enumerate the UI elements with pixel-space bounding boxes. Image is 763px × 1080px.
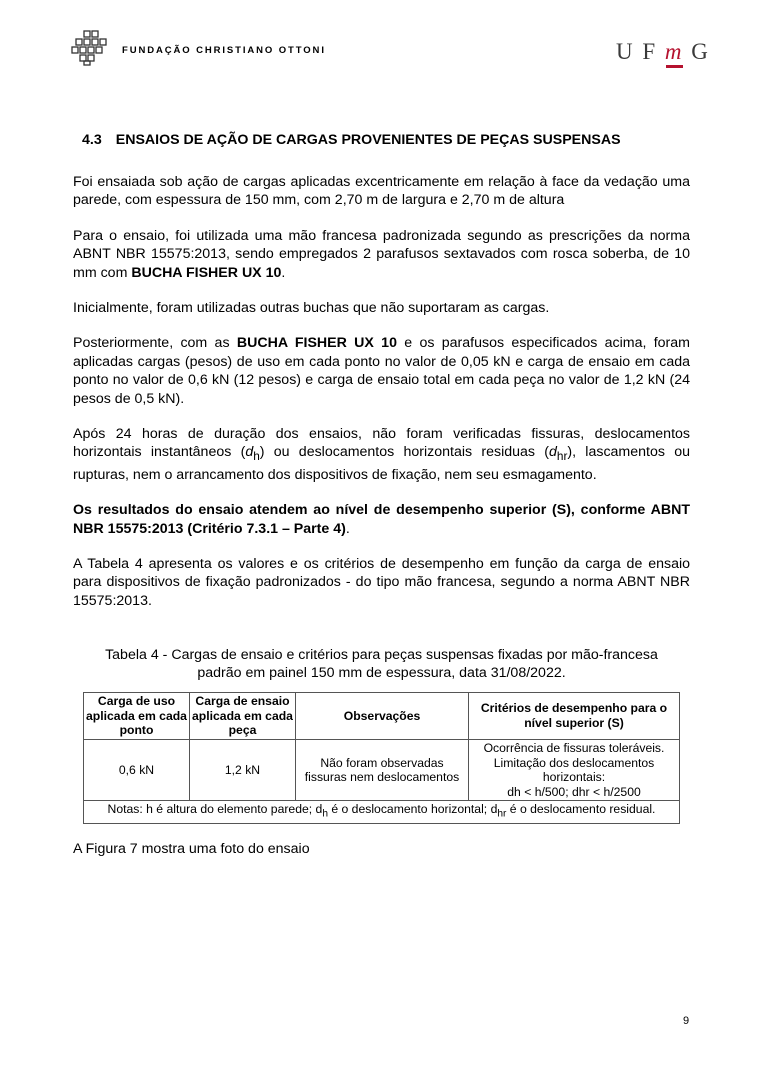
paragraph-5-text-a: Após 24 horas de duração dos ensaios, não foram verificadas fissuras, deslocamentos horizontais instantâneos ( xyxy=(73,426,690,461)
table-header-row xyxy=(84,693,680,740)
page-number: 9 xyxy=(683,1015,690,1027)
cell-observations: Não foram observadas fissuras nem deslocamentos xyxy=(296,739,469,800)
notes-subscript-hr: hr xyxy=(497,808,507,820)
criteria-line-2: Limitação dos deslocamentos horizontais: xyxy=(493,755,655,785)
paragraph-3: Inicialmente, foram utilizadas outras buchas que não suportaram as cargas. xyxy=(73,300,550,317)
cell-test-load: 1,2 kN xyxy=(190,739,296,800)
table-notes xyxy=(84,801,680,824)
notes-text-b: é o deslocamento horizontal; d xyxy=(327,802,498,817)
ufmg-logo-u: U xyxy=(616,39,635,64)
table-caption: Tabela 4 - Cargas de ensaio e critérios para peças suspensas fixadas por mão-francesa padrão em painel 150 mm de espessura, data 31/08/2022. xyxy=(105,647,658,682)
paragraph-4-text: Posteriormente, com as xyxy=(73,335,237,352)
results-table xyxy=(83,692,680,824)
fundacao-christiano-ottoni-logo-icon xyxy=(70,30,110,66)
section-number: 4.3 xyxy=(82,132,102,148)
paragraph-4-end: e os parafusos especificados acima, foram aplicadas cargas (pesos) de uso em cada ponto no valor de 0,05 kN e carga de ensaio em cada ponto no valor de 0,6 kN (12 pesos) e carga de ensaio total em cada peça no valor de 1,2 kN (24 pesos de 0,5 kN). xyxy=(73,335,690,407)
paragraph-2-end: . xyxy=(281,264,286,281)
paragraph-5-text-c: ), lascamentos ou rupturas, nem o arrancamento dos dispositivos de fixação, nem seu esmagamento. xyxy=(73,444,690,483)
ufmg-logo xyxy=(616,39,710,65)
page-content xyxy=(73,127,690,859)
table-row xyxy=(84,739,680,800)
notes-subscript-h: h xyxy=(322,808,328,820)
criteria-line-3: dh < h/500; dhr < h/2500 xyxy=(507,784,641,799)
notes-text-a: Notas: h é altura do elemento parede; d xyxy=(107,802,323,817)
section-heading xyxy=(82,127,690,154)
ufmg-logo-m: m xyxy=(664,39,684,64)
ufmg-logo-g: G xyxy=(691,39,710,64)
header-criteria: Critérios de desempenho para o nível superior (S) xyxy=(469,693,680,740)
paragraph-2-bold: BUCHA FISHER UX 10 xyxy=(131,264,282,281)
conclusion-bold: Os resultados do ensaio atendem ao nível de desempenho superior (S), conforme ABNT NBR 15575:2013 (Critério 7.3.1 – Parte 4) xyxy=(73,502,690,537)
paragraph-8: A Figura 7 mostra uma foto do ensaio xyxy=(73,841,310,858)
conclusion-end: . xyxy=(345,520,350,537)
paragraph-2-text: Para o ensaio, foi utilizada uma mão francesa padronizada segundo as prescrições da norma ABNT NBR 15575:2013, sendo empregados 2 parafusos sextavados com rosca soberba, de 10 mm com xyxy=(73,227,690,281)
header-usage-load: Carga de uso aplicada em cada ponto xyxy=(84,693,190,740)
paragraph-5-subscript-hr: hr xyxy=(556,449,568,464)
ufmg-logo-f: F xyxy=(642,39,658,64)
paragraph-5-subscript-h: h xyxy=(253,449,260,464)
cell-criteria xyxy=(469,739,680,800)
cell-usage-load: 0,6 kN xyxy=(84,739,190,800)
paragraph-5 xyxy=(73,425,690,484)
paragraph-4-bold: BUCHA FISHER UX 10 xyxy=(236,335,397,352)
foundation-name: FUNDAÇÃO CHRISTIANO OTTONI xyxy=(122,45,326,56)
page-header xyxy=(0,0,763,90)
paragraph-5-symbol-dhr: d xyxy=(548,444,557,461)
paragraph-5-symbol-dh: d xyxy=(245,444,254,461)
criteria-line-1: Ocorrência de fissuras toleráveis. xyxy=(483,740,665,755)
notes-text-c: é o deslocamento residual. xyxy=(506,802,656,817)
header-test-load: Carga de ensaio aplicada em cada peça xyxy=(190,693,296,740)
paragraph-1: Foi ensaiada sob ação de cargas aplicadas excentricamente em relação à face da vedação uma parede, com espessura de 150 mm, com 2,70 m de largura e 2,70 m de altura xyxy=(73,174,690,209)
header-observations: Observações xyxy=(296,693,469,740)
paragraph-2 xyxy=(73,227,690,282)
section-title: ENSAIOS DE AÇÃO DE CARGAS PROVENIENTES DE PEÇAS SUSPENSAS xyxy=(115,132,621,148)
table-notes-row xyxy=(84,801,680,824)
paragraph-7: A Tabela 4 apresenta os valores e os critérios de desempenho em função da carga de ensaio para dispositivos de fixação padronizados - do tipo mão francesa, segundo a norma ABNT NBR 15575:2013. xyxy=(73,555,690,609)
paragraph-5-text-b: ) ou deslocamentos horizontais residuas ( xyxy=(259,444,549,461)
paragraph-6-conclusion xyxy=(73,501,690,538)
paragraph-4 xyxy=(73,334,690,408)
